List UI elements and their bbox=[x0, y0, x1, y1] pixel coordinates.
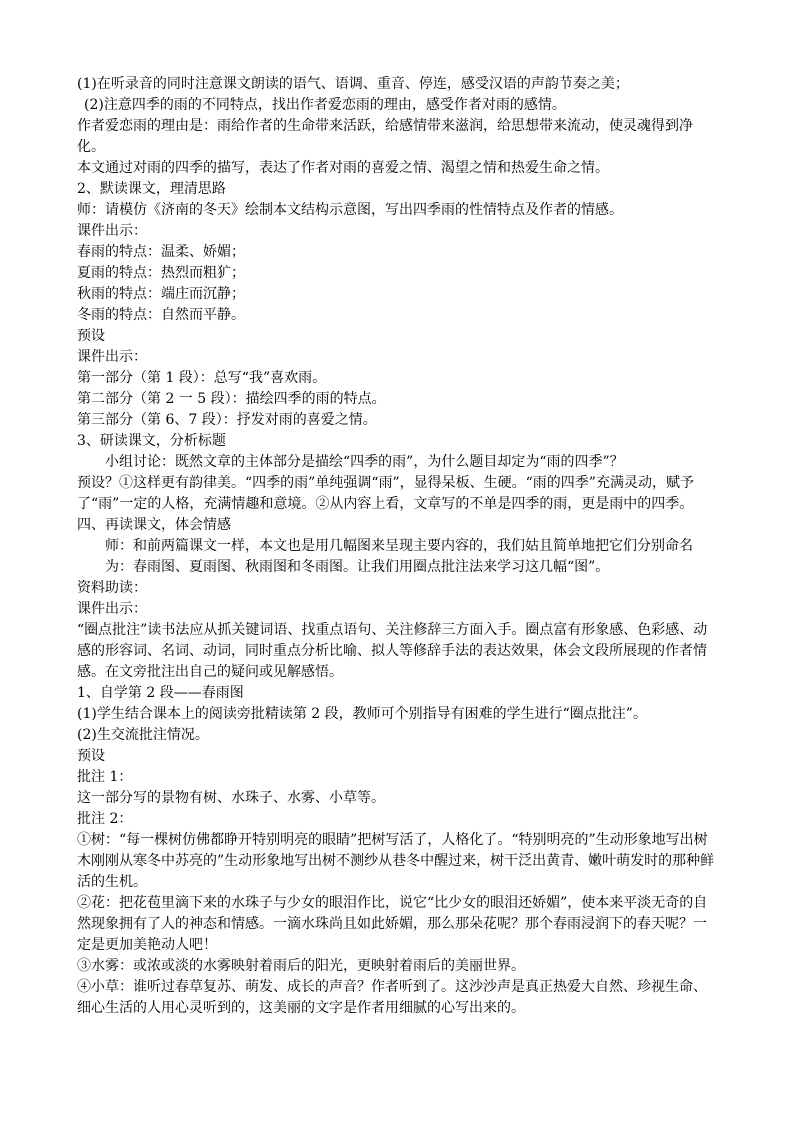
text-line: 第三部分（第 6、7 段）：抒发对雨的喜爱之情。 bbox=[77, 412, 377, 428]
text-line: 师：请模仿《济南的冬天》绘制本文结构示意图，写出四季雨的性情特点及作者的情感。 bbox=[77, 202, 623, 218]
text-line: 本文通过对雨的四季的描写，表达了作者对雨的喜爱之情、渴望之情和热爱生命之情。 bbox=[77, 160, 609, 176]
text-line: (1)在听录音的同时注意课文朗读的语气、语调、重音、停连，感受汉语的声韵节奏之美； bbox=[77, 76, 629, 92]
text-line: (2)注意四季的雨的不同特点，找出作者爱恋雨的理由，感受作者对雨的感情。 bbox=[84, 97, 566, 113]
text-line: ③水雾：或浓或淡的水雾映射着雨后的阳光，更映射着雨后的美丽世界。 bbox=[77, 958, 525, 974]
text-line: (2)生交流批注情况。 bbox=[77, 727, 209, 743]
section-heading: 四、再读课文，体会情感 bbox=[77, 517, 231, 533]
text-paragraph: 作者爱恋雨的理由是：雨给作者的生命带来活跃，给感情带来滋润，给思想带来流动，使灵魂得到净化。 bbox=[77, 118, 693, 155]
document-page bbox=[77, 74, 717, 1019]
text-line: 批注 2： bbox=[77, 811, 133, 827]
text-line: 秋雨的特点：端庄而沉静； bbox=[77, 286, 245, 302]
text-line: 春雨的特点：温柔、娇媚； bbox=[77, 244, 245, 260]
text-line: (1)学生结合课本上的阅读旁批精读第 2 段，教师可个别指导有困难的学生进行“圈点批注”。 bbox=[77, 706, 647, 722]
text-paragraph: ②花：把花苞里滴下来的水珠子与少女的眼泪作比，说它“比少女的眼泪还娇媚”，使本来平淡无奇的自然现象拥有了人的神态和情感。一滴水珠尚且如此娇媚，那么那朵花呢？那个春雨浸润下的春天呢？一定是更加美艳动人吧！ bbox=[77, 895, 708, 953]
text-paragraph: ①树：“每一棵树仿佛都睁开特别明亮的眼睛”把树写活了，人格化了。“特别明亮的”生动形象地写出树木刚刚从寒冬中苏亮的”生动形象地写出树不测纱从巷冬中醒过来，树干泛出黄青、嫩叶萌发时的那种鲜活的生机。 bbox=[77, 832, 715, 890]
text-line: 预设 bbox=[77, 748, 105, 764]
text-line: 冬雨的特点：自然而平静。 bbox=[77, 307, 245, 323]
text-line: 第二部分（第 2 一 5 段）：描绘四季的雨的特点。 bbox=[77, 391, 386, 407]
section-heading: 2、默读课文，理清思路 bbox=[77, 181, 226, 197]
text-line: 课件出示： bbox=[77, 601, 147, 617]
text-paragraph: ④小草：谁听过春草复苏、萌发、成长的声音？作者听到了。这沙沙声是真正热爱大自然、珍视生命、细心生活的人用心灵听到的，这美丽的文字是作者用细腻的心写出来的。 bbox=[77, 979, 707, 1016]
text-line: 资料助读： bbox=[77, 580, 147, 596]
text-line: 课件出示： bbox=[77, 349, 147, 365]
text-line: 批注 1： bbox=[77, 769, 133, 785]
text-line: 第一部分（第 1 段）：总写“我”喜欢雨。 bbox=[77, 370, 327, 386]
text-paragraph: “圈点批注”读书法应从抓关键词语、找重点语句、关注修辞三方面入手。圈点富有形象感、色彩感、动感的形容词、名词、动词，同时重点分析比喻、拟人等修辞手法的表达效果，体会文段所展现的作者情感。在文旁批注出自己的疑问或见解感悟。 bbox=[77, 622, 708, 680]
section-heading: 1、自学第 2 段——春雨图 bbox=[77, 685, 244, 701]
section-heading: 3、研读课文，分析标题 bbox=[77, 433, 226, 449]
text-paragraph: 师：和前两篇课文一样，本文也是用几幅图来呈现主要内容的，我们姑且简单地把它们分别命名为：春雨图、夏雨图、秋雨图和冬雨图。让我们用圈点批注法来学习这几幅“图”。 bbox=[105, 538, 693, 575]
text-line: 夏雨的特点：热烈而粗犷； bbox=[77, 265, 245, 281]
text-line: 这一部分写的景物有树、水珠子、水雾、小草等。 bbox=[77, 790, 385, 806]
text-line: 预设 bbox=[77, 328, 105, 344]
text-line: 课件出示： bbox=[77, 223, 147, 239]
text-paragraph: 预设？①这样更有韵律美。“四季的雨”单纯强调“雨”，显得呆板、生硬。“雨的四季”充满灵动，赋予了“雨”一定的人格，充满情趣和意境。②从内容上看，文章写的不单是四季的雨，更是雨中的四季。 bbox=[77, 475, 694, 512]
text-line: 小组讨论：既然文章的主体部分是描绘“四季的雨”，为什么题目却定为“雨的四季”？ bbox=[105, 454, 624, 470]
